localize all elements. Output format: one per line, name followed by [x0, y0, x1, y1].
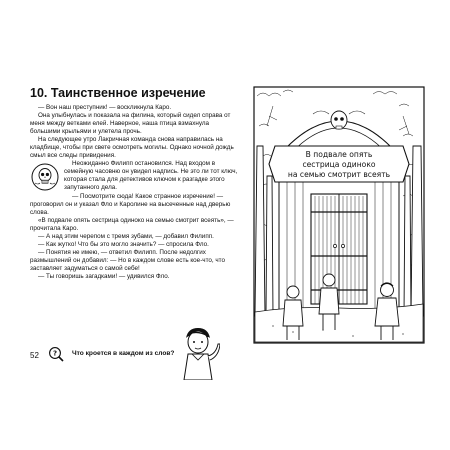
skull-sign-icon [30, 162, 60, 192]
paragraph: — Вон наш преступник! — воскликнула Каро. [38, 104, 172, 111]
paragraph: — А над этим черепом с тремя зубами, — добавил Филипп. [38, 232, 214, 240]
chapter-title: 10. Таинственное изречение [30, 86, 206, 100]
question-mark: ? [52, 349, 58, 358]
paragraph: — Как жутко! Что бы это могло значить? — спросила Фло. [38, 240, 209, 248]
page-number: 52 [30, 351, 39, 360]
paragraph: «В подвале опять сестрица одиноко на семью смотрит всеять», — прочитала Каро. [30, 216, 234, 232]
paragraph: — Ты говоришь загадками! — удивился Фло. [38, 272, 170, 280]
boy-figure-icon [172, 324, 220, 380]
inscription-line1: В подвале опять [305, 150, 373, 159]
inscription-line2: сестрица одиноко [302, 160, 376, 169]
inscription-line3: на семью смотрит всеять [287, 170, 391, 179]
chapel-illustration [253, 86, 425, 344]
magnifier-question-icon [48, 346, 64, 362]
paragraph: Неожиданно Филипп остановился. Над входом в семейную часовню он увидел надпись. Не это ли тот ключ, которая стала для детективов ключом к разгадке этого запутанного дела. [64, 160, 238, 192]
paragraph: На следующее утро Лакричная команда снова направилась на кладбище, чтобы при свете осмотреть могилы. Однако ночной дождь смыл все следы привидения. [30, 136, 234, 160]
paragraph: Она улыбнулась и показала на филина, который сидел справа от меня между ветками елей. Наверное, наша птица взмахнула большими крыльями и улетела прочь. [30, 112, 231, 136]
paragraph: — Посмотрите сюда! Какое странное изречение! — проговорил он и указал Фло и Каролине на высеченные над дверью слова. [30, 192, 231, 216]
footer-question: Что кроется в каждом из слов? [72, 350, 175, 357]
paragraph: — Понятия не имею, — ответил Филипп. После недолгих размышлений он добавил: — Но в каждом слове есть кое-что, что заставляет задуматься о самой себе! [30, 248, 225, 272]
chapter-text [30, 104, 238, 281]
